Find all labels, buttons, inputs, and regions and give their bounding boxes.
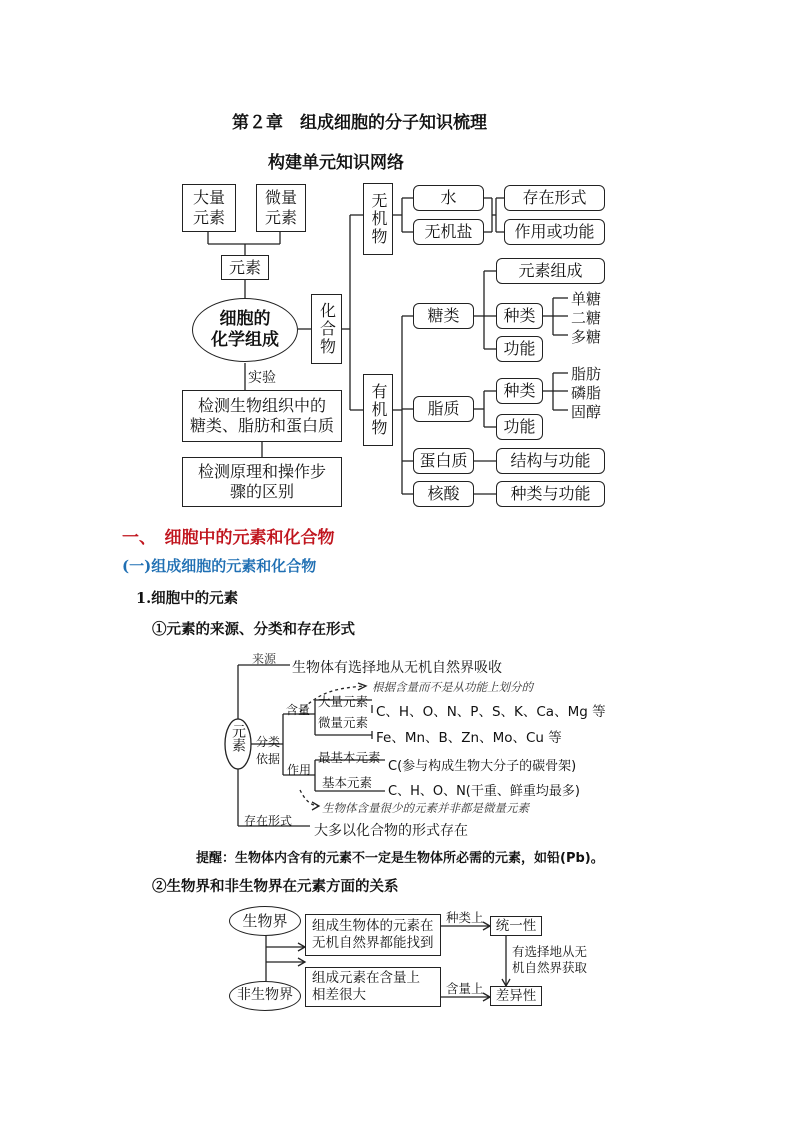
laiyuan-label: 来源: [252, 652, 277, 666]
daliang-box: 大量 元素: [182, 184, 236, 232]
item-heading-1-1: ①元素的来源、分类和存在形式: [152, 621, 355, 638]
cunzai-text: 大多以化合物的形式存在: [314, 823, 468, 839]
zhongleishang-label: 种类上: [446, 910, 484, 925]
zhizhi-box: 脂质: [413, 396, 474, 422]
zuijiben-label: 最基本元素: [318, 750, 381, 765]
tongyixing-box: 统一性: [490, 916, 542, 936]
gongneng2-box: 功能: [496, 414, 543, 440]
weiliang-list: Fe、Mn、B、Zn、Mo、Cu 等: [376, 730, 562, 746]
wujiyan-box: 无机盐: [413, 219, 484, 245]
tanglei-box: 糖类: [413, 303, 474, 329]
weiliang-label: 微量元素: [318, 715, 369, 730]
wujiwu-label: 无机物: [369, 192, 388, 246]
daliang-list: C、H、O、N、P、S、K、Ca、Mg 等: [376, 704, 606, 720]
dantang-label: 单糖: [571, 290, 602, 308]
cunzai-label: 存在形式: [244, 814, 293, 828]
cunzai-box: 存在形式: [504, 185, 605, 211]
weiliang-box: 微量 元素: [256, 184, 306, 232]
hanliangshang-label: 含量上: [446, 981, 484, 996]
duotang-label: 多糖: [571, 328, 602, 346]
center-ellipse: 细胞的 化学组成: [192, 298, 298, 362]
found-in-nature-box: 组成生物体的元素在 无机自然界都能找到: [305, 914, 441, 956]
ertang-label: 二糖: [571, 309, 602, 327]
section-heading-1: 一、 细胞中的元素和化合物: [122, 528, 335, 548]
gongneng1-box: 功能: [496, 336, 543, 362]
yuansuzucheng-box: 元素组成: [496, 258, 605, 284]
jiegou-box: 结构与功能: [496, 448, 605, 474]
youjiwu-label: 有机物: [369, 383, 388, 437]
daliang-label: 大量元素: [318, 694, 369, 709]
shiyan-label: 实验: [248, 370, 276, 386]
page-subtitle: 构建单元知识网络: [268, 153, 404, 173]
huahewu-label: 化合物: [317, 302, 337, 356]
item-heading-1: 1.细胞中的元素: [136, 590, 239, 607]
yuansu-box: 元素: [221, 255, 269, 280]
content-differs-box: 组成元素在含量上 相差很大: [305, 967, 441, 1007]
zuoyong-label: 作用: [287, 763, 312, 777]
section-heading-1-1: (一)组成细胞的元素和化合物: [122, 557, 317, 575]
laiyuan-text: 生物体有选择地从无机自然界吸收: [292, 660, 502, 676]
yuansu-circle-label: 元素: [230, 724, 246, 752]
tip-text: 提醒：生物体内含有的元素不一定是生物体所必需的元素，如铅(Pb)。: [196, 851, 604, 866]
hanliang-label: 含量: [286, 703, 311, 717]
zhonglei1-box: 种类: [496, 303, 543, 329]
jiance2-box: 检测原理和操作步 骤的区别: [182, 457, 342, 507]
yiju-label: 依据: [256, 752, 281, 766]
feishengwujie-ellipse: 非生物界: [229, 981, 301, 1011]
item-heading-1-2: ②生物界和非生物界在元素方面的关系: [152, 878, 399, 895]
shengwujie-ellipse: 生物界: [229, 906, 301, 936]
page-title: 第２章 组成细胞的分子知识梳理: [232, 113, 487, 133]
zhifang-label: 脂肪: [571, 365, 602, 383]
jiben-label: 基本元素: [322, 775, 373, 790]
jiance1-box: 检测生物组织中的 糖类、脂肪和蛋白质: [182, 390, 342, 442]
zhonglei2-box: 种类: [496, 378, 543, 404]
guchun-label: 固醇: [571, 403, 602, 421]
selective-note: 有选择地从无 机自然界获取: [512, 944, 588, 975]
shui-box: 水: [413, 185, 484, 211]
hesuan-box: 核酸: [413, 481, 474, 507]
note-trace-elements: 生物体含量很少的元素并非都是微量元素: [322, 801, 529, 815]
chayixing-box: 差异性: [490, 986, 542, 1006]
linzhi-label: 磷脂: [571, 384, 602, 402]
note-content-basis: 根据含量而不是从功能上划分的: [372, 680, 533, 694]
zuijiben-value: C(参与构成生物大分子的碳骨架): [388, 759, 577, 774]
zuoyong-box: 作用或功能: [504, 219, 605, 245]
zhongleiyu-box: 种类与功能: [496, 481, 605, 507]
danbaizhi-box: 蛋白质: [413, 448, 474, 474]
fenlei-label: 分类: [256, 735, 281, 749]
jiben-value: C、H、O、N(干重、鲜重均最多): [388, 784, 580, 799]
